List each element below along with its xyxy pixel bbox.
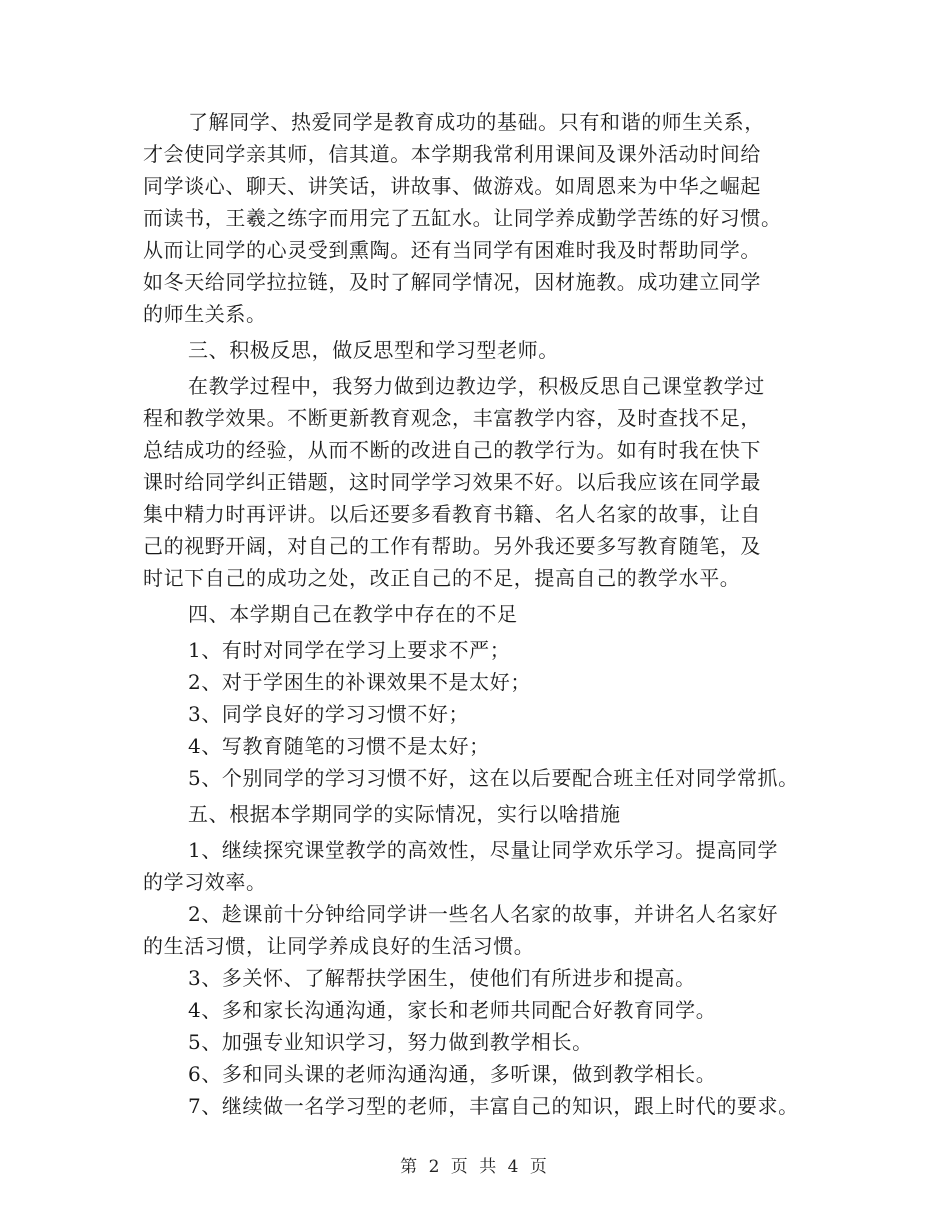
- list-item: 5、个别同学的学习习惯不好，这在以后要配合班主任对同学常抓。: [188, 766, 799, 790]
- list-item: 6、多和同头课的老师沟通沟通，多听课，做到教学相长。: [188, 1062, 717, 1086]
- paragraph-line: 集中精力时再评讲。以后还要多看教育书籍、名人名家的故事，让自: [143, 502, 761, 526]
- list-item: 2、对于学困生的补课效果不是太好；: [188, 670, 531, 694]
- list-item: 3、同学良好的学习习惯不好；: [188, 702, 470, 726]
- paragraph-line: 时记下自己的成功之处，改正自己的不足，提高自己的教学水平。: [143, 566, 741, 590]
- section-heading: 四、本学期自己在教学中存在的不足: [188, 602, 518, 626]
- section-heading: 三、积极反思，做反思型和学习型老师。: [188, 338, 559, 362]
- list-item: 4、写教育随笔的习惯不是太好；: [188, 734, 490, 758]
- list-item: 3、多关怀、了解帮扶学困生，使他们有所进步和提高。: [188, 966, 696, 990]
- paragraph-line: 在教学过程中，我努力做到边教边学，积极反思自己课堂教学过: [188, 374, 765, 398]
- paragraph-line: 的师生关系。: [143, 302, 267, 326]
- paragraph-line: 而读书，王羲之练字而用完了五缸水。让同学养成勤学苦练的好习惯。: [143, 206, 782, 230]
- list-item-continuation: 的学习效率。: [143, 870, 267, 894]
- list-item-continuation: 的生活习惯，让同学养成良好的生活习惯。: [143, 934, 535, 958]
- list-item: 1、继续探究课堂教学的高效性，尽量让同学欢乐学习。提高同学: [188, 838, 779, 862]
- paragraph-line: 才会使同学亲其师，信其道。本学期我常利用课间及课外活动时间给: [143, 142, 761, 166]
- paragraph-line: 了解同学、热爱同学是教育成功的基础。只有和谐的师生关系，: [188, 110, 765, 134]
- paragraph-line: 如冬天给同学拉拉链，及时了解同学情况，因材施教。成功建立同学: [143, 270, 761, 294]
- list-item: 4、多和家长沟通沟通，家长和老师共同配合好教育同学。: [188, 998, 717, 1022]
- list-item: 7、继续做一名学习型的老师，丰富自己的知识，跟上时代的要求。: [188, 1094, 799, 1118]
- paragraph-line: 总结成功的经验，从而不断的改进自己的教学行为。如有时我在快下: [143, 438, 761, 462]
- paragraph-line: 己的视野开阔，对自己的工作有帮助。另外我还要多写教育随笔，及: [143, 534, 761, 558]
- paragraph-line: 课时给同学纠正错题，这时同学学习效果不好。以后我应该在同学最: [143, 470, 761, 494]
- list-item: 2、趁课前十分钟给同学讲一些名人名家的故事，并讲名人名家好: [188, 902, 779, 926]
- list-item: 5、加强专业知识学习，努力做到教学相长。: [188, 1030, 593, 1054]
- section-heading: 五、根据本学期同学的实际情况，实行以啥措施: [188, 802, 621, 826]
- page-number-footer: 第 2 页 共 4 页: [400, 1157, 550, 1177]
- paragraph-line: 同学谈心、聊天、讲笑话，讲故事、做游戏。如周恩来为中华之崛起: [143, 174, 761, 198]
- paragraph-line: 程和教学效果。不断更新教育观念，丰富教学内容，及时查找不足，: [143, 406, 761, 430]
- paragraph-line: 从而让同学的心灵受到熏陶。还有当同学有困难时我及时帮助同学。: [143, 238, 761, 262]
- list-item: 1、有时对同学在学习上要求不严；: [188, 638, 511, 662]
